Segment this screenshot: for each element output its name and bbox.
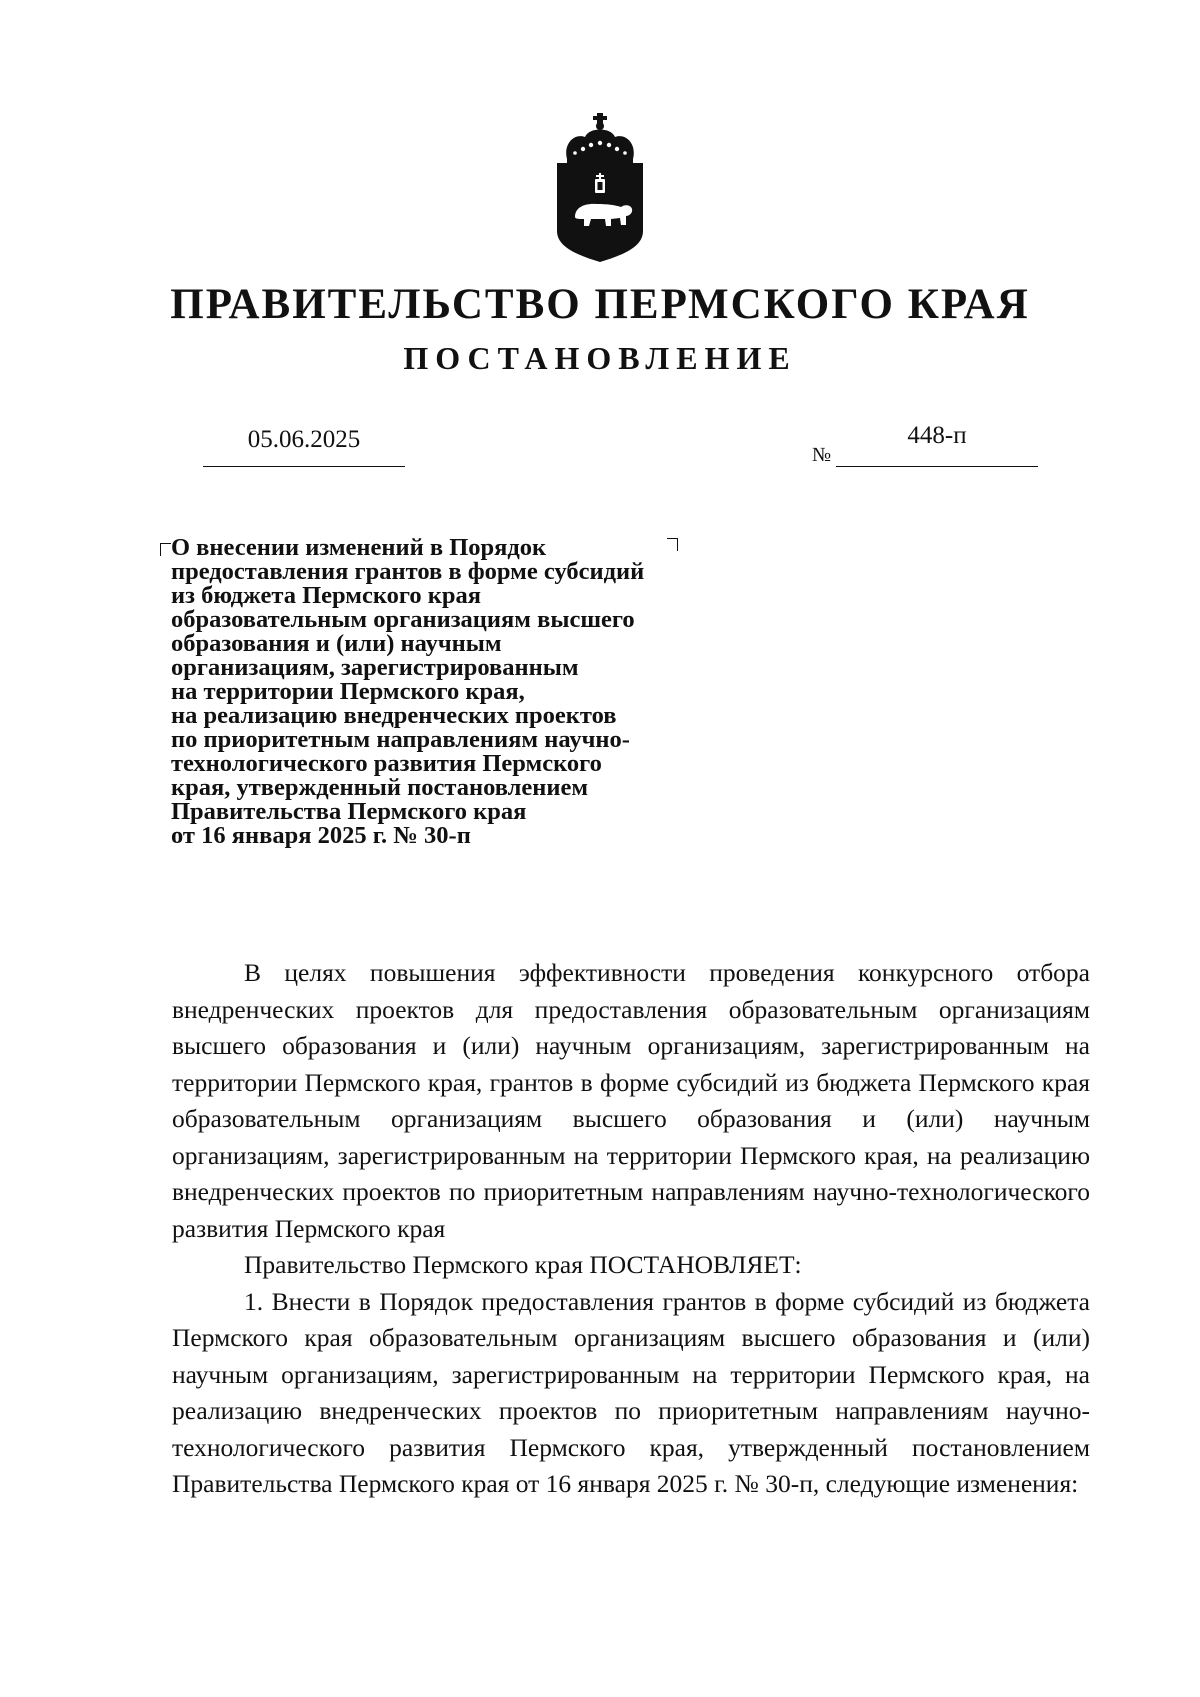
coat-of-arms-icon [553,113,647,263]
subject-line: на территории Пермского края, [171,678,525,705]
number-label: № [812,444,832,466]
subject-line: образования и (или) научным [171,630,502,657]
subject-line: Правительства Пермского края [171,798,527,825]
subject-line: предоставления грантов в форме субсидий [171,558,645,585]
government-title: ПРАВИТЕЛЬСТВО ПЕРМСКОГО КРАЯ [170,281,1030,328]
subject-line: края, утвержденный постановлением [171,774,589,801]
document-subject [171,536,731,848]
number-field [836,420,1038,467]
preamble-paragraph: В целях повышения эффективности проведения конкурсного отбора внедренческих проектов для предоставления образовательным организациям высшего образования и (или) научным организациям, зарегистрированным на территории Пермского края, грантов в форме субсидий из бюджета Пермского края образовательным организациям высшего образования и (или) научным организациям, зарегистрированным на территории Пермского края, на реализацию внедренческих проектов по приоритетным направлениям научно-технологического развития Пермского края [172,958,1090,1243]
subject-line: образовательным организациям высшего [171,606,635,633]
item-1-paragraph: 1. Внести в Порядок предоставления грантов в форме субсидий из бюджета Пермского края образовательным организациям высшего образования и (или) научным организациям, зарегистрированным на территории Пермского края, на реализацию внедренческих проектов по приоритетным направлениям научно-технологического развития Пермского края, утвержденный постановлением Правительства Пермского края от 16 января 2025 г. № 30-п, следующие изменения: [172,1286,1090,1498]
subject-line: О внесении изменений в Порядок [171,534,547,561]
document-date: 05.06.2025 [247,426,361,453]
document-type: ПОСТАНОВЛЕНИЕ [403,340,797,376]
subject-line: на реализацию внедренческих проектов [171,702,617,729]
document-number: 448-п [907,422,967,449]
subject-bracket-left [160,543,171,556]
date-field [203,420,405,467]
subject-line: из бюджета Пермского края [171,582,482,609]
subject-line: технологического развития Пермского [171,750,602,777]
subject-line: по приоритетным направлениям научно- [171,726,630,753]
subject-line: от 16 января 2025 г. № 30-п [171,822,471,849]
resolution-paragraph: Правительство Пермского края ПОСТАНОВЛЯЕТ: [244,1250,802,1279]
subject-line: организациям, зарегистрированным [171,654,579,681]
document-body [172,955,1090,1503]
